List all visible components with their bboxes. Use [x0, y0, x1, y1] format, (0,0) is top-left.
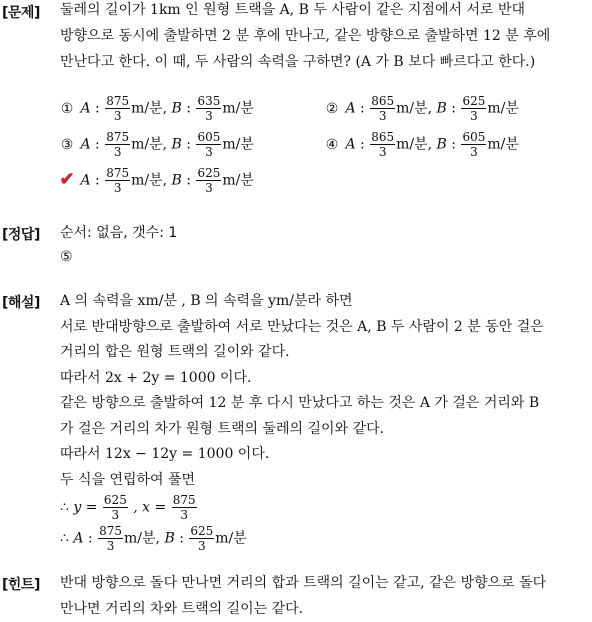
numerator: 875 — [106, 130, 130, 144]
fraction — [105, 166, 130, 195]
question-line: 만난다고 한다. 이 때, 두 사람의 속력을 구하면? (A 가 B 보다 빠르다고 한다.) — [60, 54, 536, 70]
hint-tag: [힌트] — [2, 577, 40, 593]
denominator: 3 — [198, 539, 206, 553]
fraction — [172, 493, 197, 522]
explanation-line: A 의 속력을 xm/분 , B 의 속력을 ym/분라 하면 — [60, 293, 353, 309]
var-b: B — [171, 172, 182, 189]
numerator: 625 — [103, 493, 127, 507]
numerator: 865 — [371, 94, 395, 108]
explanation-line: 가 걸은 거리의 차가 원형 트랙의 둘레의 길이와 같다. — [60, 420, 385, 437]
fraction — [196, 166, 221, 195]
fraction — [105, 94, 130, 123]
hint-line: 반대 방향으로 돌다 만나면 거리의 합과 트랙의 길이는 같고, 같은 방향으로 돌다 — [60, 575, 547, 591]
colon: : — [186, 100, 192, 117]
explanation-line: 따라서 12x − 12y = 1000 이다. — [60, 446, 270, 462]
var-a: A — [80, 100, 91, 117]
fraction — [98, 524, 123, 553]
numerator: 635 — [197, 94, 221, 108]
denominator: 3 — [113, 145, 122, 159]
question-tag: [문제] — [2, 5, 40, 21]
checkmark-icon: ✔ — [59, 168, 75, 190]
explanation-line: 따라서 2x + 2y = 1000 이다. — [60, 369, 252, 386]
fraction — [196, 130, 221, 159]
answer-number: ⑤ — [60, 249, 73, 265]
var-b: B — [164, 530, 175, 547]
comma: , — [427, 100, 433, 117]
unit: m/분 — [131, 100, 163, 117]
numerator: 625 — [462, 94, 486, 108]
option-number: ③ — [60, 136, 74, 153]
explanation-text — [60, 289, 588, 553]
fraction — [103, 493, 128, 522]
denominator: 3 — [113, 181, 122, 195]
fraction — [370, 94, 395, 123]
var-b: B — [436, 100, 447, 117]
comma: , — [162, 136, 168, 153]
var-a: A — [80, 172, 91, 189]
colon: : — [360, 136, 365, 153]
colon: : — [95, 172, 100, 189]
var-a: A — [345, 100, 356, 117]
fraction — [461, 94, 486, 123]
option-5[interactable] — [58, 166, 254, 195]
fraction — [196, 94, 221, 123]
explanation-tag: [해설] — [2, 295, 40, 311]
var-b: B — [171, 136, 182, 153]
numerator: 875 — [106, 166, 130, 180]
numerator: 605 — [197, 130, 221, 144]
explanation-line: 거리의 합은 원형 트랙의 길이와 같다. — [60, 344, 290, 360]
colon: : — [87, 530, 93, 547]
unit: m/분 — [487, 100, 519, 117]
denominator: 3 — [205, 181, 213, 195]
colon: : — [95, 136, 100, 153]
hint-text — [60, 570, 588, 622]
y-equals: y = — [73, 499, 98, 516]
therefore-symbol: ∴ — [60, 530, 69, 547]
unit: m/분, — [124, 530, 160, 547]
explanation-line: 서로 반대방향으로 출발하여 서로 만났다는 것은 A, B 두 사람이 2 분 동안 걸은 — [60, 318, 544, 335]
unit: m/분 — [131, 136, 163, 153]
numerator: 625 — [190, 524, 214, 538]
option-number: ④ — [325, 136, 339, 153]
option-3[interactable] — [58, 130, 254, 159]
option-2[interactable] — [323, 94, 519, 123]
var-b: B — [171, 100, 182, 117]
denominator: 3 — [205, 109, 213, 123]
numerator: 875 — [106, 94, 130, 108]
colon: : — [360, 100, 365, 117]
colon: : — [451, 100, 457, 117]
var-a: A — [80, 136, 91, 153]
var-b: B — [436, 136, 447, 153]
explanation-line: 두 식을 연립하여 풀면 — [60, 471, 196, 488]
options — [0, 90, 592, 210]
numerator: 865 — [371, 130, 395, 144]
colon: : — [186, 136, 192, 153]
solution-line-1 — [60, 493, 588, 522]
var-a: A — [73, 530, 84, 547]
denominator: 3 — [106, 539, 115, 553]
unit: m/분 — [215, 530, 247, 547]
colon: : — [451, 136, 457, 153]
denominator: 3 — [378, 145, 387, 159]
colon: : — [95, 100, 100, 117]
denominator: 3 — [111, 508, 120, 522]
unit: m/분 — [396, 100, 428, 117]
unit: m/분 — [131, 172, 163, 189]
colon: : — [179, 530, 184, 547]
denominator: 3 — [470, 109, 478, 123]
question-text — [60, 0, 588, 75]
numerator: 875 — [99, 524, 123, 538]
unit: m/분 — [222, 172, 254, 189]
fraction — [370, 130, 395, 159]
denominator: 3 — [113, 109, 122, 123]
explanation-line: 같은 방향으로 출발하여 12 분 후 다시 만났다고 하는 것은 A 가 걸은 거리와 B — [60, 395, 540, 411]
option-number: ② — [325, 100, 339, 117]
answer-order-count: 순서: 없음, 갯수: 1 — [60, 225, 178, 241]
unit: m/분 — [487, 136, 519, 153]
unit: m/분 — [396, 136, 428, 153]
therefore-symbol: ∴ — [60, 499, 69, 516]
option-4[interactable] — [323, 130, 519, 159]
unit: m/분 — [222, 100, 254, 117]
question-line: 둘레의 길이가 1km 인 원형 트랙을 A, B 두 사람이 같은 지점에서 서로 반대 — [60, 2, 525, 18]
answer-tag: [정답] — [2, 227, 40, 243]
denominator: 3 — [378, 109, 387, 123]
comma: , — [162, 100, 168, 117]
numerator: 875 — [172, 493, 196, 507]
numerator: 625 — [197, 166, 221, 180]
solution-line-2 — [60, 524, 588, 553]
option-number: ① — [60, 100, 74, 117]
x-equals: , x = — [133, 499, 167, 516]
fraction — [105, 130, 130, 159]
unit: m/분 — [222, 136, 254, 153]
question-line: 방향으로 동시에 출발하면 2 분 후에 만나고, 같은 방향으로 출발하면 12 분 후에 — [60, 28, 551, 44]
numerator: 605 — [462, 130, 486, 144]
colon: : — [186, 172, 192, 189]
fraction — [461, 130, 486, 159]
option-1[interactable] — [58, 94, 254, 123]
denominator: 3 — [180, 508, 188, 522]
comma: , — [427, 136, 433, 153]
var-a: A — [345, 136, 356, 153]
hint-line: 만나면 거리의 차와 트랙의 길이는 같다. — [60, 601, 304, 617]
fraction — [189, 524, 214, 553]
denominator: 3 — [470, 145, 478, 159]
comma: , — [162, 172, 168, 189]
denominator: 3 — [205, 145, 213, 159]
answer-text — [60, 221, 588, 269]
